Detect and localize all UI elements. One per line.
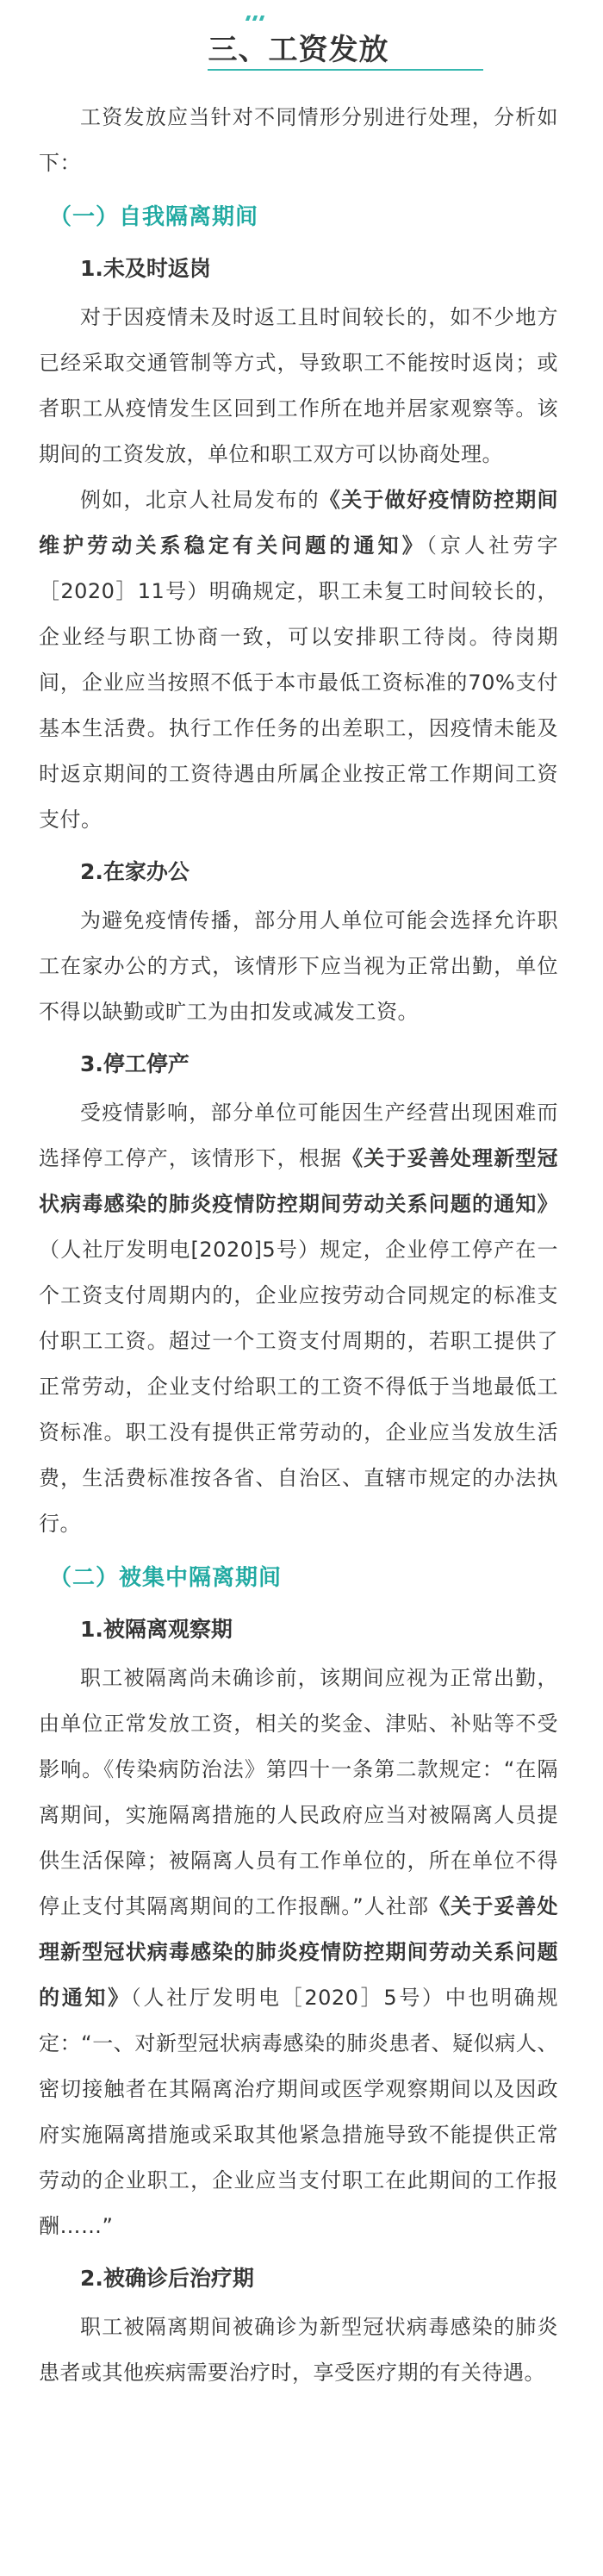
title-underline: [208, 69, 483, 71]
page-title: 三、工资发放: [208, 33, 389, 67]
policy-title-mohrss-2: 《关于妥善处理新型冠状病毒感染的肺炎疫情防控期间劳动关系问题的通知》: [39, 1894, 559, 2010]
section-heading-self-isolation: （一）自我隔离期间: [49, 204, 259, 230]
text-segment: （京人社劳字［2020］11号）明确规定，职工未复工时间较长的，企业经与职工协商一致，可以安排职工待岗。待岗期间，企业应当按照不低于本市最低工资标准的70%支付基本生活费。执行工作任务的出差职工，因疫情未能及时返京期间的工资待遇由所属企业按正常工作期间工资支付。: [39, 533, 559, 832]
text-segment: 例如，北京人社局发布的: [80, 488, 320, 512]
subheading-work-from-home: 2.在家办公: [80, 859, 190, 884]
title-decoration-icon: [246, 16, 267, 21]
subheading-treatment-period: 2.被确诊后治疗期: [80, 2266, 254, 2291]
paragraph-treatment-period: 职工被隔离期间被确诊为新型冠状病毒感染的肺炎患者或其他疾病需要治疗时，享受医疗期的有关待遇。: [39, 2315, 558, 2385]
text-segment: 职工被隔离尚未确诊前，该期间应视为正常出勤，由单位正常发放工资，相关的奖金、津贴、补贴等不受影响。《传染病防治法》第四十一条第二款规定：“在隔离期间，实施隔离措施的人民政府应当对被隔离人员提供生活保障；被隔离人员有工作单位的，所在单位不得停止支付其隔离期间的工作报酬。”人社部: [39, 1666, 558, 1918]
subheading-late-return: 1.未及时返岗: [80, 256, 211, 281]
paragraph-work-from-home: 为避免疫情传播，部分用人单位可能会选择允许职工在家办公的方式，该情形下应当视为正常出勤，单位不得以缺勤或旷工为由扣发或减发工资。: [39, 908, 558, 1024]
paragraph-beijing-example: [39, 477, 558, 843]
subheading-suspension: 3.停工停产: [80, 1051, 190, 1076]
intro-paragraph: 工资发放应当针对不同情形分别进行处理，分析如下：: [39, 105, 558, 175]
policy-title-beijing: 《关于做好疫情防控期间维护劳动关系稳定有关问题的通知》: [39, 488, 559, 558]
text-segment: 受疫情影响，部分单位可能因生产经营出现困难而选择停工停产，该情形下，根据: [39, 1101, 558, 1170]
subheading-observation-period: 1.被隔离观察期: [80, 1617, 233, 1642]
text-segment: （人社厅发明电［2020］5号）中也明确规定：“一、对新型冠状病毒感染的肺炎患者、疑似病人、密切接触者在其隔离治疗期间或医学观察期间以及因政府实施隔离措施或采取其他紧急措施导致不能提供正常劳动的企业职工，企业应当支付职工在此期间的工作报酬……”: [39, 1986, 558, 2238]
paragraph-observation-period: [39, 1656, 558, 2249]
paragraph-late-return: 对于因疫情未及时返工且时间较长的，如不少地方已经采取交通管制等方式，导致职工不能按时返岗；或者职工从疫情发生区回到工作所在地并居家观察等。该期间的工资发放，单位和职工双方可以协商处理。: [39, 305, 558, 466]
policy-title-mohrss: 《关于妥善处理新型冠状病毒感染的肺炎疫情防控期间劳动关系问题的通知》: [39, 1146, 559, 1216]
paragraph-suspension: [39, 1090, 558, 1547]
text-segment: （人社厅发明电[2020]5号）规定，企业停工停产在一个工资支付周期内的，企业应按劳动合同规定的标准支付职工工资。超过一个工资支付周期的，若职工提供了正常劳动，企业支付给职工的工资不得低于当地最低工资标准。职工没有提供正常劳动的，企业应当发放生活费，生活费标准按各省、自治区、直辖市规定的办法执行。: [39, 1238, 558, 1536]
section-heading-centralized-isolation: （二）被集中隔离期间: [49, 1565, 283, 1591]
section-title-block: [39, 0, 558, 95]
